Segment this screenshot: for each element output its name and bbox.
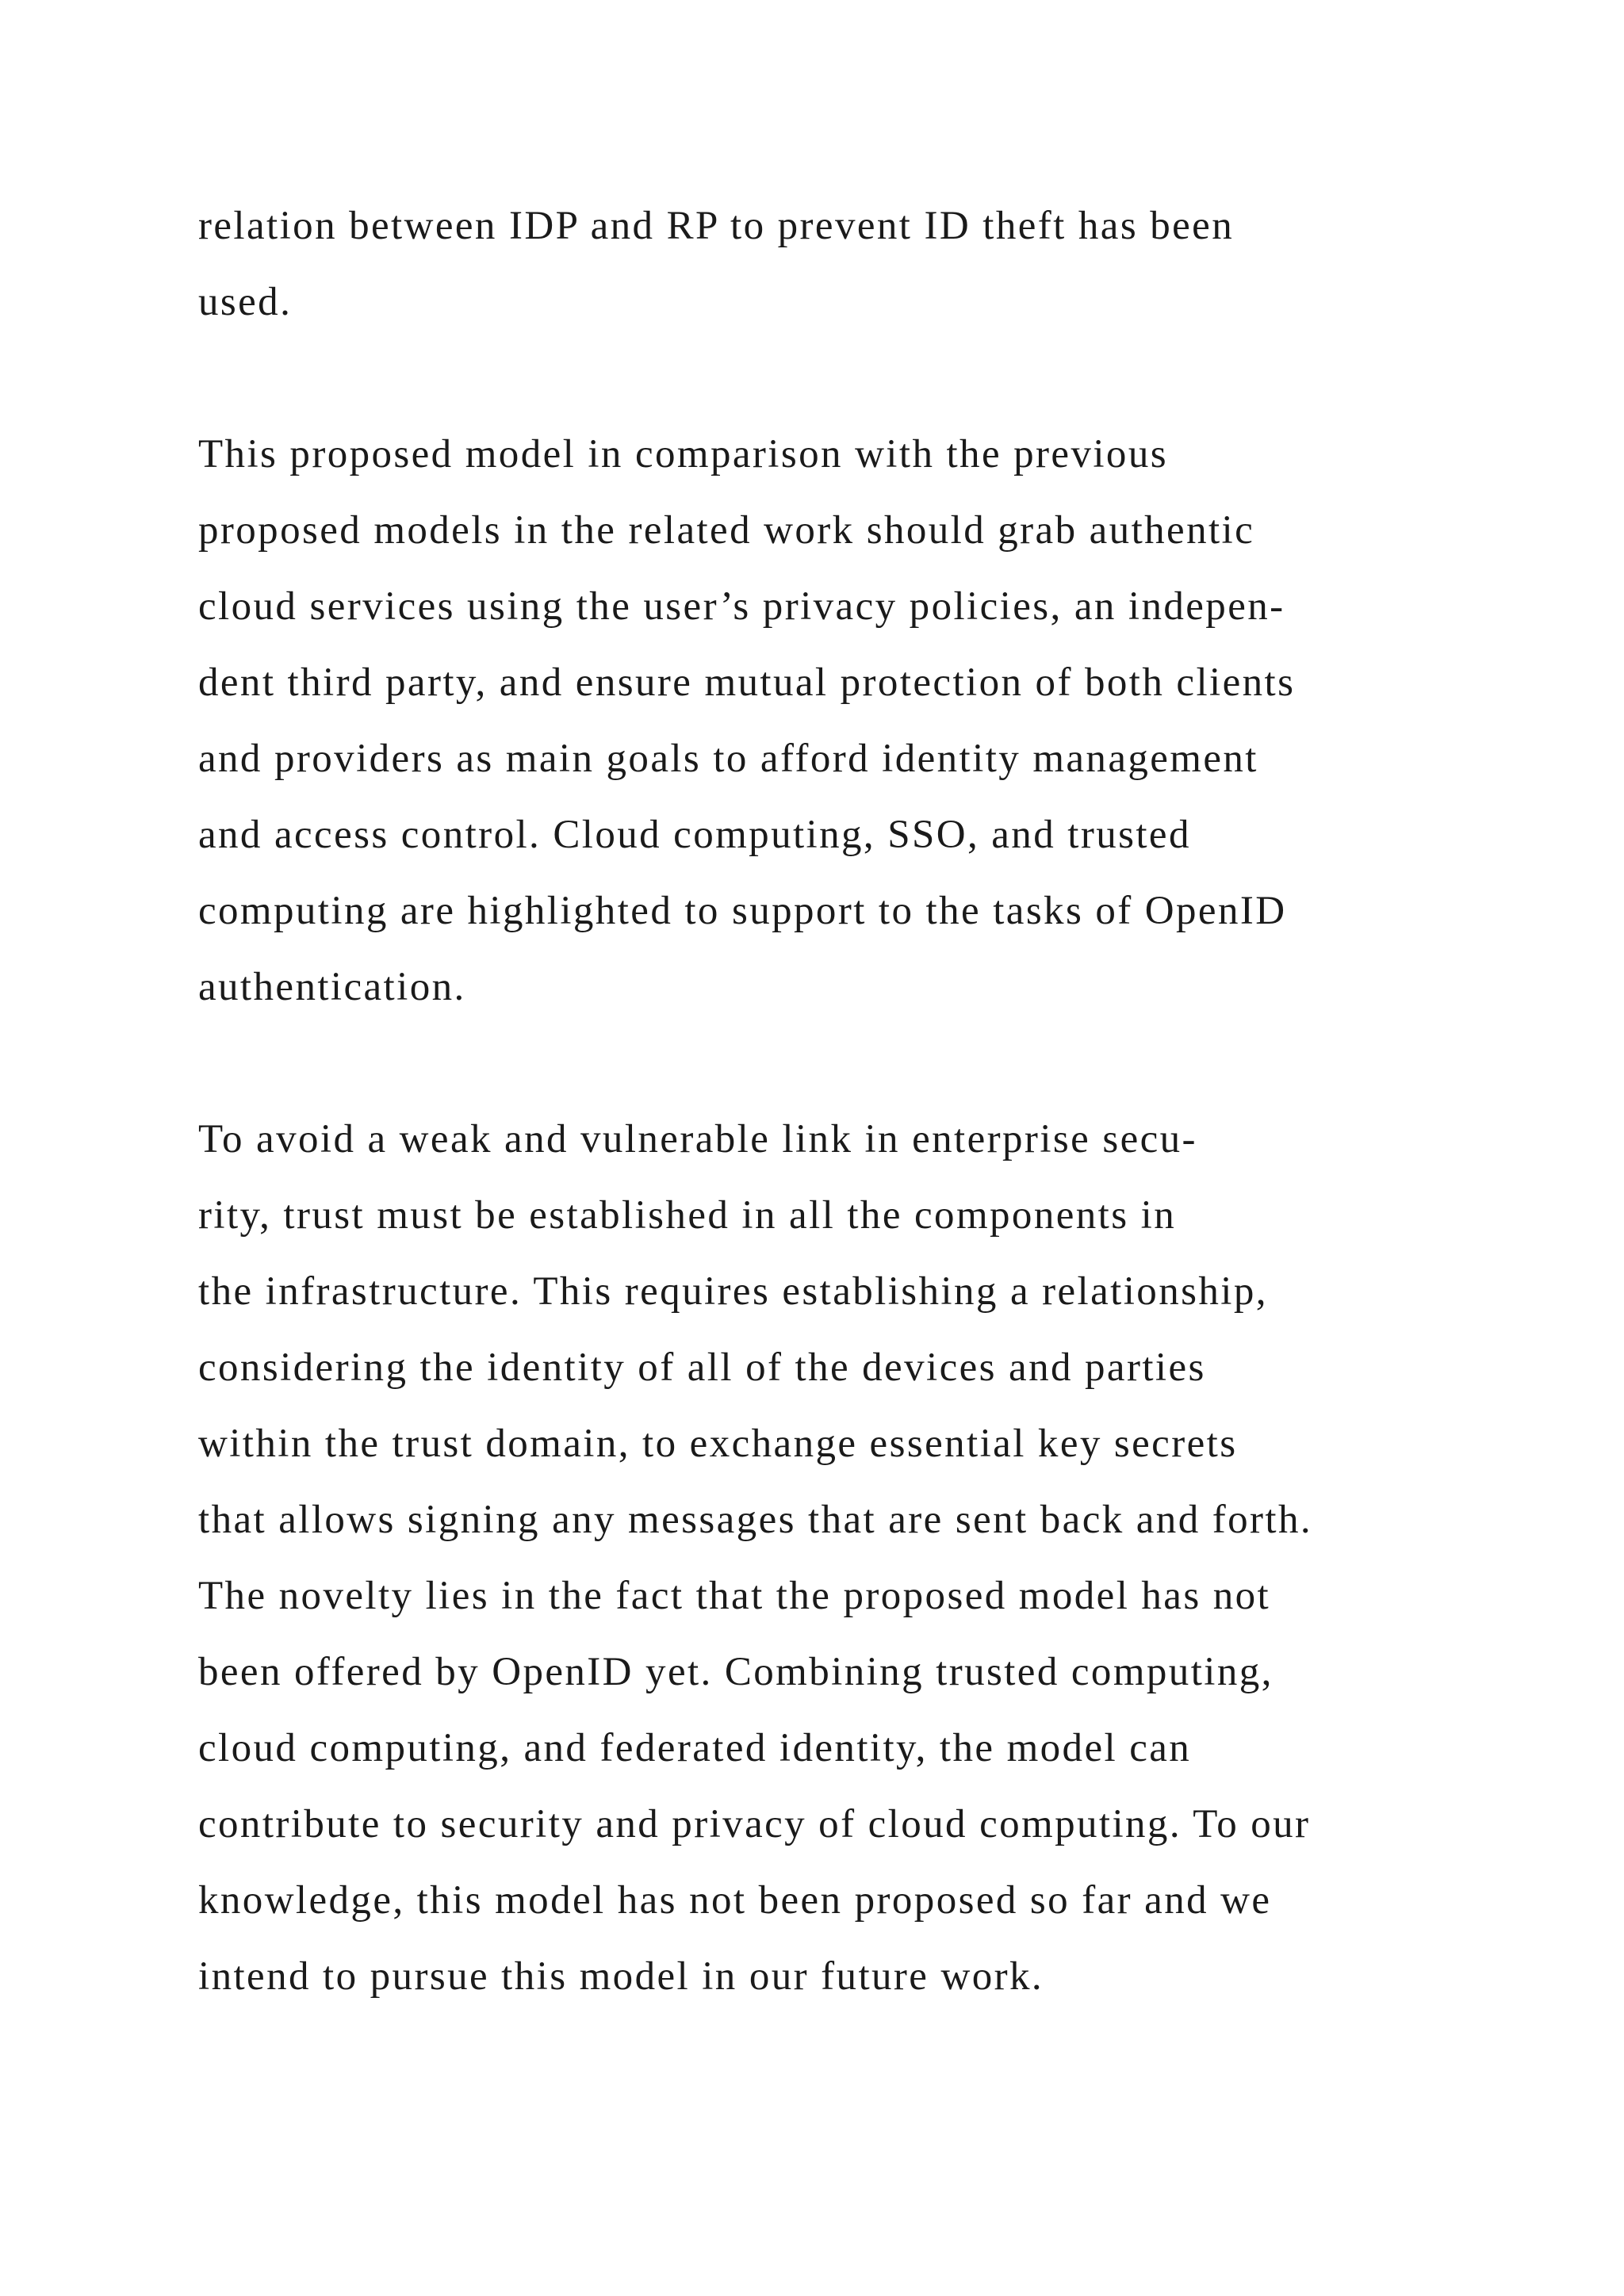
text-line: This proposed model in comparison with the previous xyxy=(198,432,1168,476)
text-line: dent third party, and ensure mutual protection of both clients xyxy=(198,660,1296,705)
text-line: and access control. Cloud computing, SSO, and trusted xyxy=(198,813,1191,857)
text-line: been offered by OpenID yet. Combining trusted computing, xyxy=(198,1650,1274,1694)
paragraph-1 xyxy=(198,188,1435,340)
text-line: contribute to security and privacy of cloud computing. To our xyxy=(198,1802,1311,1846)
paragraph-spacer xyxy=(198,1025,1435,1101)
text-line: knowledge, this model has not been proposed so far and we xyxy=(198,1878,1272,1923)
text-line: considering the identity of all of the devices and parties xyxy=(198,1345,1206,1390)
text-line: cloud computing, and federated identity, the model can xyxy=(198,1726,1192,1770)
text-line: proposed models in the related work should grab authentic xyxy=(198,508,1255,553)
text-line: intend to pursue this model in our future work. xyxy=(198,1954,1044,1999)
text-line: that allows signing any messages that are sent back and forth. xyxy=(198,1498,1313,1542)
paragraph-2 xyxy=(198,416,1435,1025)
text-line: authentication. xyxy=(198,965,466,1009)
text-line: cloud services using the user’s privacy policies, an indepen- xyxy=(198,584,1285,629)
text-line: relation between IDP and RP to prevent ID theft has been xyxy=(198,204,1235,248)
text-line: rity, trust must be established in all the components in xyxy=(198,1193,1177,1238)
text-line: used. xyxy=(198,280,293,324)
text-line: the infrastructure. This requires establishing a relationship, xyxy=(198,1269,1268,1314)
paragraph-spacer xyxy=(198,340,1435,416)
text-line: The novelty lies in the fact that the proposed model has not xyxy=(198,1574,1271,1618)
text-line: within the trust domain, to exchange essential key secrets xyxy=(198,1422,1238,1466)
text-line: To avoid a weak and vulnerable link in enterprise secu- xyxy=(198,1117,1197,1161)
text-line: and providers as main goals to afford identity management xyxy=(198,737,1258,781)
body-text xyxy=(198,188,1435,2015)
text-line: computing are highlighted to support to the tasks of OpenID xyxy=(198,889,1287,933)
paragraph-3 xyxy=(198,1101,1435,2015)
